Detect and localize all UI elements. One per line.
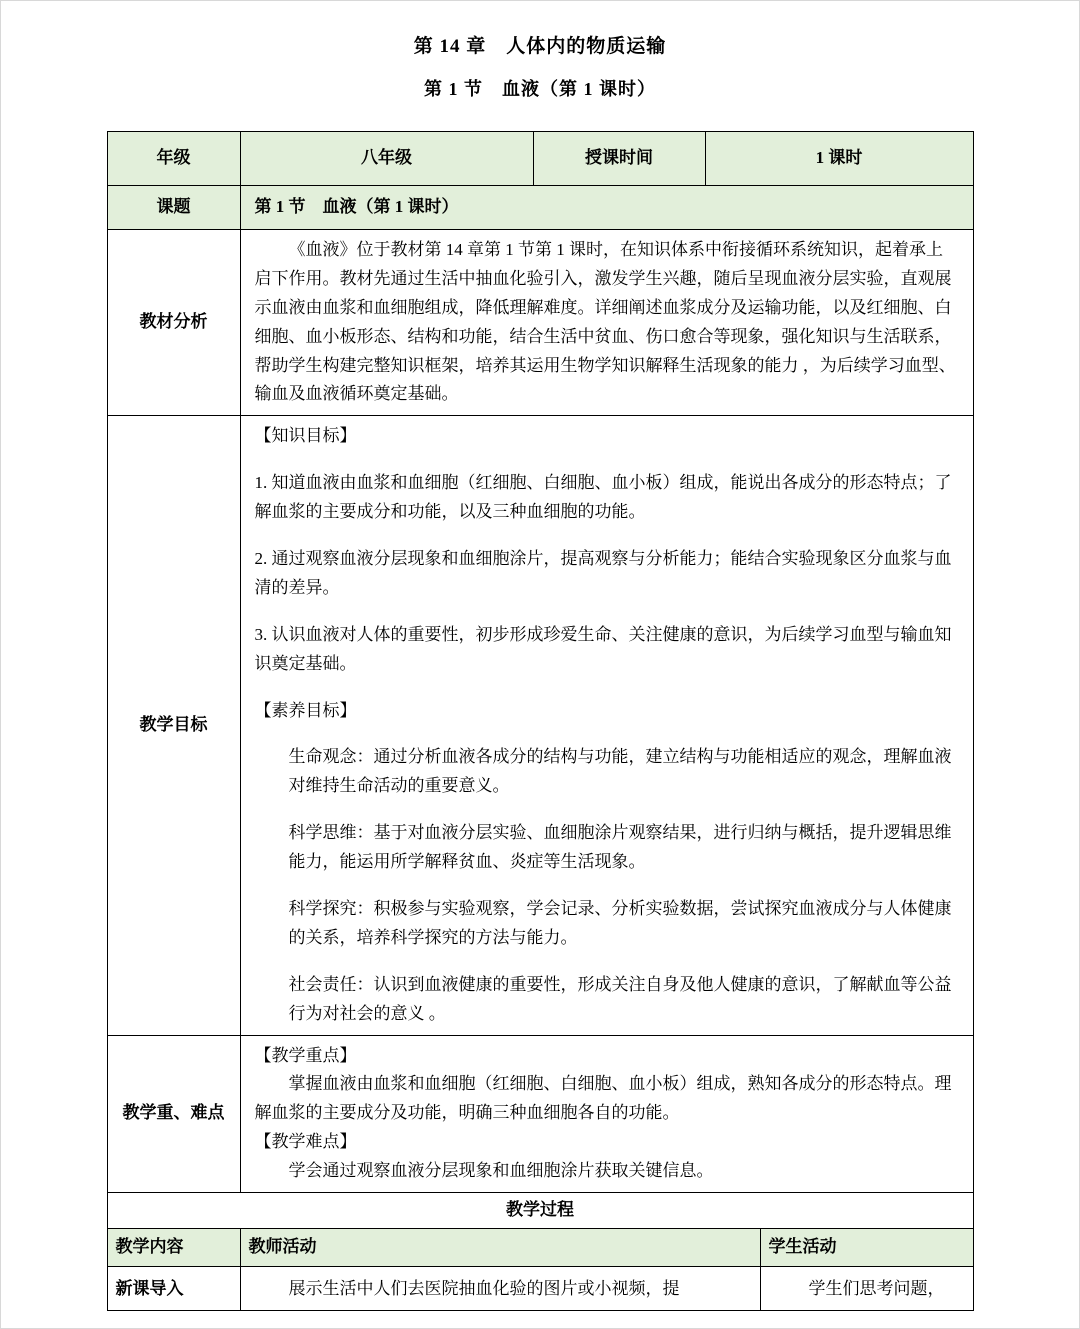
literacy-goal-thinking: 科学思维：基于对血液分层实验、血细胞涂片观察结果，进行归纳与概括，提升逻辑思维能力，能运用所学解释贫血、炎症等生活现象。 — [288, 823, 952, 872]
section-title: 第 1 节 血液（第 1 课时） — [424, 79, 656, 99]
analysis-text: 《血液》位于教材第 14 章第 1 节第 1 课时，在知识体系中衔接循环系统知识，起着承上启下作用。教材先通过生活中抽血化验引入，激发学生兴趣，随后呈现血液分层实验，直观展示血液由血浆和血细胞组成，降低理解难度。详细阐述血浆成分及运输功能，以及红细胞、白细胞、血小板形态、结构和功能，结合生活中贫血、伤口愈合等现象，强化知识与生活联系，帮助学生构建完整知识框架，培养其运用生物学知识解释生活现象的能力 ，为后续学习血型、输血及血液循环奠定基础。 — [254, 240, 956, 404]
grade-label: 年级 — [107, 132, 240, 186]
focus-text: 掌握血液由血浆和血细胞（红细胞、白细胞、血小板）组成，熟知各成分的形态特点。理解血浆的主要成分及功能，明确三种血细胞各自的功能。 — [254, 1074, 952, 1123]
intro-teacher-text: 展示生活中人们去医院抽血化验的图片或小视频，提 — [288, 1278, 680, 1298]
time-label: 授课时间 — [533, 132, 705, 186]
focus-header: 【教学重点】 — [254, 1045, 357, 1065]
goals-content — [240, 416, 973, 1035]
table-row — [107, 186, 973, 230]
table-row — [107, 132, 973, 186]
intro-student-activity — [760, 1266, 973, 1310]
topic-label: 课题 — [107, 186, 240, 230]
table-row — [107, 416, 973, 1035]
knowledge-goal-3: 3. 认识血液对人体的重要性，初步形成珍爱生命、关注健康的意识，为后续学习血型与输血知识奠定基础。 — [254, 624, 952, 673]
process-title: 教学过程 — [107, 1193, 973, 1229]
topic-value: 第 1 节 血液（第 1 课时） — [240, 186, 973, 230]
difficulty-header: 【教学难点】 — [254, 1132, 357, 1152]
knowledge-goals-header: 【知识目标】 — [254, 426, 357, 446]
table-row — [107, 1228, 973, 1266]
keypoints-label: 教学重、难点 — [107, 1035, 240, 1192]
chapter-title: 第 14 章 人体内的物质运输 — [413, 36, 667, 57]
knowledge-goal-2: 2. 通过观察血液分层现象和血细胞涂片，提高观察与分析能力；能结合实验现象区分血浆与血清的差异。 — [254, 549, 952, 597]
process-teacher-header: 教师活动 — [240, 1228, 760, 1266]
table-row — [107, 1266, 973, 1310]
grade-value: 八年级 — [240, 132, 533, 186]
difficulty-text: 学会通过观察血液分层现象和血细胞涂片获取关键信息。 — [288, 1161, 714, 1181]
keypoints-content — [240, 1035, 973, 1192]
process-student-header: 学生活动 — [760, 1228, 973, 1266]
time-value: 1 课时 — [705, 132, 973, 186]
knowledge-goal-1: 1. 知道血液由血浆和血细胞（红细胞、白细胞、血小板）组成，能说出各成分的形态特点；了解血浆的主要成分和功能，以及三种血细胞的功能。 — [254, 473, 952, 522]
intro-content-label: 新课导入 — [107, 1266, 240, 1310]
table-row — [107, 1035, 973, 1192]
literacy-goal-responsibility: 社会责任：认识到血液健康的重要性，形成关注自身及他人健康的意识，了解献血等公益行为对社会的意义 。 — [288, 974, 952, 1023]
literacy-goal-inquiry: 科学探究：积极参与实验观察，学会记录、分析实验数据，尝试探究血液成分与人体健康的关系，培养科学探究的方法与能力。 — [288, 899, 952, 947]
analysis-label: 教材分析 — [107, 230, 240, 416]
analysis-content — [240, 230, 973, 416]
lesson-plan-table — [107, 131, 974, 1311]
literacy-goal-life: 生命观念：通过分析血液各成分的结构与功能，建立结构与功能相适应的观念，理解血液对维持生命活动的重要意义。 — [288, 747, 952, 796]
table-row — [107, 230, 973, 416]
literacy-goals-header: 【素养目标】 — [254, 700, 357, 720]
intro-teacher-activity — [240, 1266, 760, 1310]
process-content-header: 教学内容 — [107, 1228, 240, 1266]
intro-student-text: 学生们思考问题， — [808, 1278, 945, 1298]
table-row — [107, 1193, 973, 1229]
goals-label: 教学目标 — [107, 416, 240, 1035]
